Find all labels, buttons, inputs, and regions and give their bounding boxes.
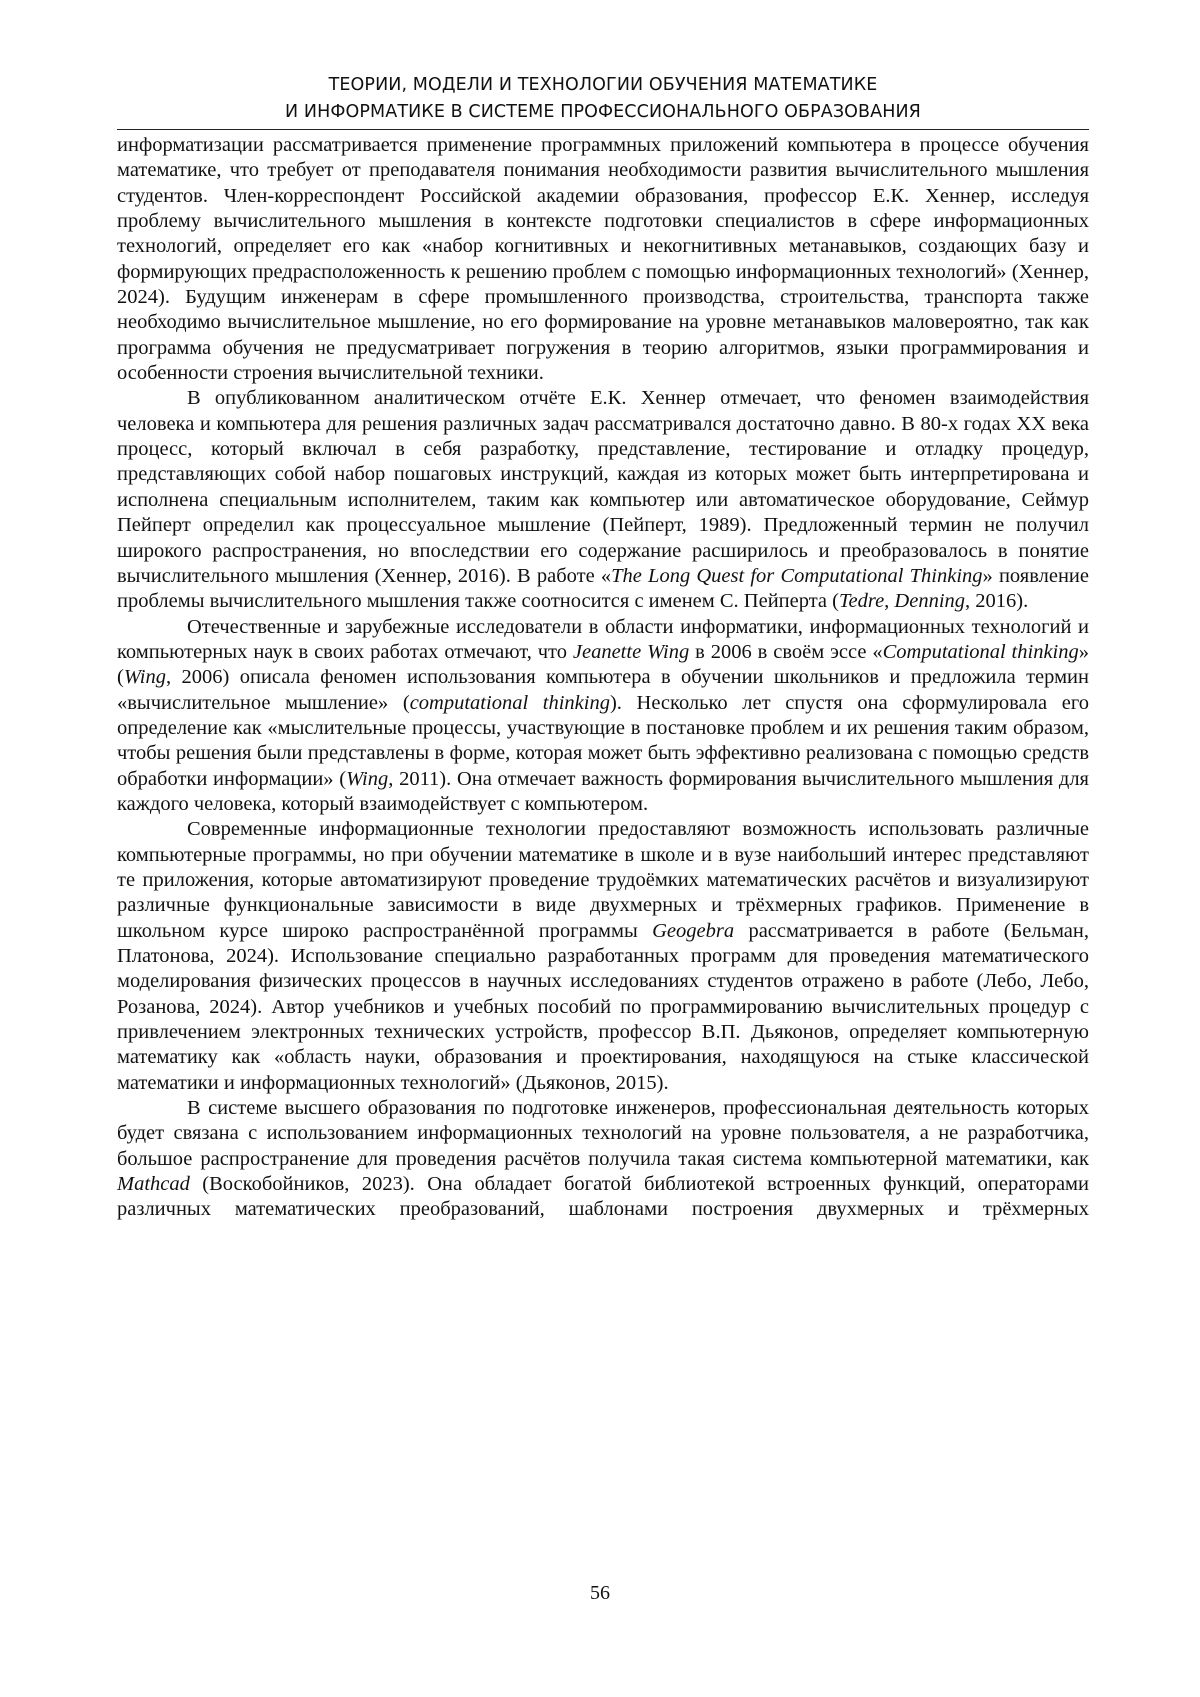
text-run: В системе высшего образования по подготовке инженеров, профессиональная деятельность которых будет связана с использованием информационных технологий на уровне пользователя, а не разработчика, большое распространение для проведения расчётов получила такая система компьютерной математики, как xyxy=(117,1097,1089,1170)
italic-term: The Long Quest for Computational Thinking xyxy=(611,565,982,587)
text-run: ). Несколько лет спустя она сформулировала его определение как «мыслительные процессы, участвующие в постановке проблем и их решения таким образом, чтобы решения были представлены в форме, которая может быть эффективно реализована с помощью средств обработки информации» ( xyxy=(117,692,1089,790)
body-paragraph xyxy=(117,615,1089,818)
text-run: » появление проблемы вычислительного мышления также соотносится с именем С. Пейперта ( xyxy=(117,565,1089,612)
text-run: В опубликованном аналитическом отчёте Е.К. Хеннер отмечает, что феномен взаимодействия человека и компьютера для решения различных задач рассматривался достаточно давно. В 80-х годах XX века процесс, который включал в себя разработку, представление, тестирование и отладку процедур, представляющих собой набор пошаговых инструкций, каждая из которых может быть интерпретирована и исполнена специальным исполнителем, таким как компьютер или автоматическое оборудование, Сеймур Пейперт определил как процессуальное мышление (Пейперт, 1989). Предложенный термин не получил широкого распространения, но впоследствии его содержание расширилось и преобразовалось в понятие вычислительного мышления (Хеннер, 2016). В работе « xyxy=(117,387,1089,586)
body-paragraph xyxy=(117,133,1089,386)
italic-term: Computational thinking xyxy=(883,641,1079,663)
italic-term: Jeanette Wing xyxy=(573,641,689,663)
body-paragraph xyxy=(117,1096,1089,1223)
italic-term: computational thinking xyxy=(410,692,610,714)
italic-term: Tedre xyxy=(839,590,884,612)
italic-term: Wing xyxy=(124,666,166,688)
journal-page xyxy=(0,0,1200,1697)
running-header-line-1: ТЕОРИИ, МОДЕЛИ И ТЕХНОЛОГИИ ОБУЧЕНИЯ МАТЕМАТИКЕ xyxy=(117,72,1089,99)
text-run: , 2016). xyxy=(965,590,1028,612)
text-run: » ( xyxy=(117,641,1089,688)
italic-term: Mathcad xyxy=(117,1173,190,1195)
text-run: (Воскобойников, 2023). Она обладает богатой библиотекой встроенных функций, операторами различных математических преобразований, шаблонами построения двухмерных и трёхмерных xyxy=(117,1173,1089,1220)
article-body xyxy=(117,133,1089,1223)
text-run: информатизации рассматривается применение программных приложений компьютера в процессе обучения математике, что требует от преподавателя понимания необходимости развития вычислительного мышления студентов. Член-корреспондент Российской академии образования, профессор Е.К. Хеннер, исследуя проблему вычислительного мышления в контексте подготовки специалистов в сфере информационных технологий, определяет его как «набор когнитивных и некогнитивных метанавыков, создающих базу и формирующих предрасположенность к решению проблем с помощью информационных технологий» (Хеннер, 2024). Будущим инженерам в сфере промышленного производства, строительства, транспорта также необходимо вычислительное мышление, но его формирование на уровне метанавыков маловероятно, так как программа обучения не предусматривает погружения в теорию алгоритмов, языки программирования и особенности строения вычислительной техники. xyxy=(117,134,1089,384)
text-run: , 2006) описала феномен использования компьютера в обучении школьников и предложила термин «вычислительное мышление» ( xyxy=(117,666,1089,713)
text-run: рассматривается в работе (Бельман, Платонова, 2024). Использование специально разработанных программ для проведения математического моделирования физических процессов в научных исследованиях студентов отражено в работе (Лебо, Лебо, Розанова, 2024). Автор учебников и учебных пособий по программированию вычислительных процедур с привлечением электронных технических устройств, профессор В.П. Дьяконов, определяет компьютерную математику как «область науки, образования и проектирования, находящуюся на стыке классической математики и информационных технологий» (Дьяконов, 2015). xyxy=(117,920,1089,1094)
text-run: в 2006 в своём эссе « xyxy=(689,641,882,663)
header-rule xyxy=(117,129,1089,130)
body-paragraph xyxy=(117,817,1089,1096)
running-header-line-2: И ИНФОРМАТИКЕ В СИСТЕМЕ ПРОФЕССИОНАЛЬНОГО ОБРАЗОВАНИЯ xyxy=(117,99,1089,126)
italic-term: Wing xyxy=(346,768,388,790)
body-paragraph xyxy=(117,386,1089,614)
page-number: 56 xyxy=(0,1582,1200,1605)
text-run: , xyxy=(884,590,894,612)
text-run: Современные информационные технологии предоставляют возможность использовать различные компьютерные программы, но при обучении математике в школе и в вузе наибольший интерес представляют те приложения, которые автоматизируют проведение трудоёмких математических расчётов и визуализируют различные функциональные зависимости в виде двухмерных и трёхмерных графиков. Применение в школьном курсе широко распространённой программы xyxy=(117,818,1089,941)
italic-term: Denning xyxy=(894,590,965,612)
text-run: Отечественные и зарубежные исследователи в области информатики, информационных технологий и компьютерных наук в своих работах отмечают, что xyxy=(117,616,1089,663)
italic-term: Geogebra xyxy=(652,920,734,942)
text-run: , 2011). Она отмечает важность формирования вычислительного мышления для каждого человека, который взаимодействует с компьютером. xyxy=(117,768,1089,815)
running-header xyxy=(117,72,1089,126)
